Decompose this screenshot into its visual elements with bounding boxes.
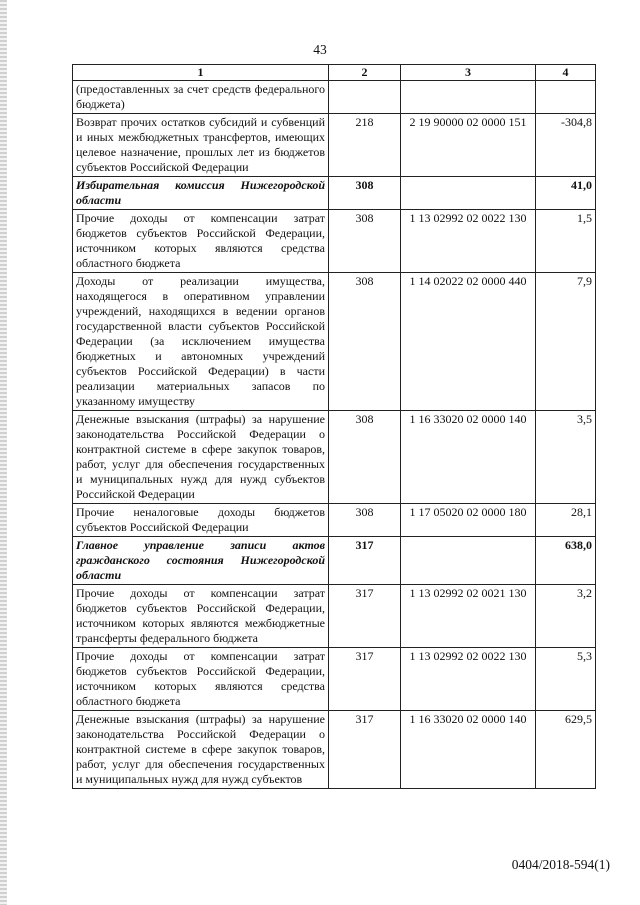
table-row <box>73 411 596 504</box>
row-admin-code: 218 <box>329 114 401 177</box>
table-row <box>73 504 596 537</box>
row-amount: 3,5 <box>536 411 596 504</box>
row-description: Прочие доходы от компенсации затрат бюджетов субъектов Российской Федерации, источником которых являются межбюджетные трансферты федерального бюджета <box>73 585 329 648</box>
table-row <box>73 177 596 210</box>
row-amount: 638,0 <box>536 537 596 585</box>
row-amount: -304,8 <box>536 114 596 177</box>
row-admin-code: 317 <box>329 648 401 711</box>
row-budget-code <box>401 81 536 114</box>
row-admin-code: 308 <box>329 273 401 411</box>
table-row <box>73 81 596 114</box>
row-budget-code: 1 17 05020 02 0000 180 <box>401 504 536 537</box>
row-description: Прочие неналоговые доходы бюджетов субъектов Российской Федерации <box>73 504 329 537</box>
table-row <box>73 114 596 177</box>
row-admin-code: 317 <box>329 537 401 585</box>
row-description: Денежные взыскания (штрафы) за нарушение законодательства Российской Федерации о контрактной системе в сфере закупок товаров, работ, услуг для обеспечения государственных и муниципальных нужд для нужд субъектов Российской Федерации <box>73 411 329 504</box>
row-amount: 41,0 <box>536 177 596 210</box>
row-description: Доходы от реализации имущества, находящегося в оперативном управлении учреждений, находящихся в ведении органов государственной власти субъектов Российской Федерации (за исключением имущества бюджетных и автономных учреждений субъектов Российской Федерации) в части реализации материальных запасов по указанному имуществу <box>73 273 329 411</box>
row-budget-code: 1 13 02992 02 0022 130 <box>401 210 536 273</box>
page-number: 43 <box>313 42 327 57</box>
row-amount <box>536 81 596 114</box>
table-row <box>73 537 596 585</box>
row-budget-code: 1 16 33020 02 0000 140 <box>401 711 536 789</box>
row-description: Избирательная комиссия Нижегородской области <box>73 177 329 210</box>
row-description: Главное управление записи актов гражданского состояния Нижегородской области <box>73 537 329 585</box>
row-description: Возврат прочих остатков субсидий и субвенций и иных межбюджетных трансфертов, имеющих целевое назначение, прошлых лет из бюджетов субъектов Российской Федерации <box>73 114 329 177</box>
table-row <box>73 711 596 789</box>
col-header-3: 3 <box>401 65 536 81</box>
col-header-1: 1 <box>73 65 329 81</box>
table-row <box>73 210 596 273</box>
table-row <box>73 273 596 411</box>
row-budget-code: 1 14 02022 02 0000 440 <box>401 273 536 411</box>
row-budget-code: 2 19 90000 02 0000 151 <box>401 114 536 177</box>
col-header-2: 2 <box>329 65 401 81</box>
row-amount: 7,9 <box>536 273 596 411</box>
row-admin-code <box>329 81 401 114</box>
row-amount: 3,2 <box>536 585 596 648</box>
row-budget-code: 1 13 02992 02 0022 130 <box>401 648 536 711</box>
row-admin-code: 317 <box>329 585 401 648</box>
row-admin-code: 308 <box>329 504 401 537</box>
scan-edge <box>0 0 7 905</box>
row-amount: 629,5 <box>536 711 596 789</box>
row-amount: 5,3 <box>536 648 596 711</box>
col-header-4: 4 <box>536 65 596 81</box>
row-description: (предоставленных за счет средств федерального бюджета) <box>73 81 329 114</box>
row-budget-code: 1 13 02992 02 0021 130 <box>401 585 536 648</box>
table-row <box>73 585 596 648</box>
row-amount: 1,5 <box>536 210 596 273</box>
row-budget-code <box>401 537 536 585</box>
revenue-table <box>72 64 596 789</box>
document-id: 0404/2018-594(1) <box>511 857 610 872</box>
row-amount: 28,1 <box>536 504 596 537</box>
row-admin-code: 317 <box>329 711 401 789</box>
row-admin-code: 308 <box>329 411 401 504</box>
table-row <box>73 648 596 711</box>
row-admin-code: 308 <box>329 210 401 273</box>
row-description: Прочие доходы от компенсации затрат бюджетов субъектов Российской Федерации, источником которых являются средства областного бюджета <box>73 210 329 273</box>
row-budget-code <box>401 177 536 210</box>
row-description: Прочие доходы от компенсации затрат бюджетов субъектов Российской Федерации, источником которых являются средства областного бюджета <box>73 648 329 711</box>
row-admin-code: 308 <box>329 177 401 210</box>
table-header-row <box>73 65 596 81</box>
row-description: Денежные взыскания (штрафы) за нарушение законодательства Российской Федерации о контрактной системе в сфере закупок товаров, работ, услуг для обеспечения государственных и муниципальных нужд для нужд субъектов <box>73 711 329 789</box>
row-budget-code: 1 16 33020 02 0000 140 <box>401 411 536 504</box>
